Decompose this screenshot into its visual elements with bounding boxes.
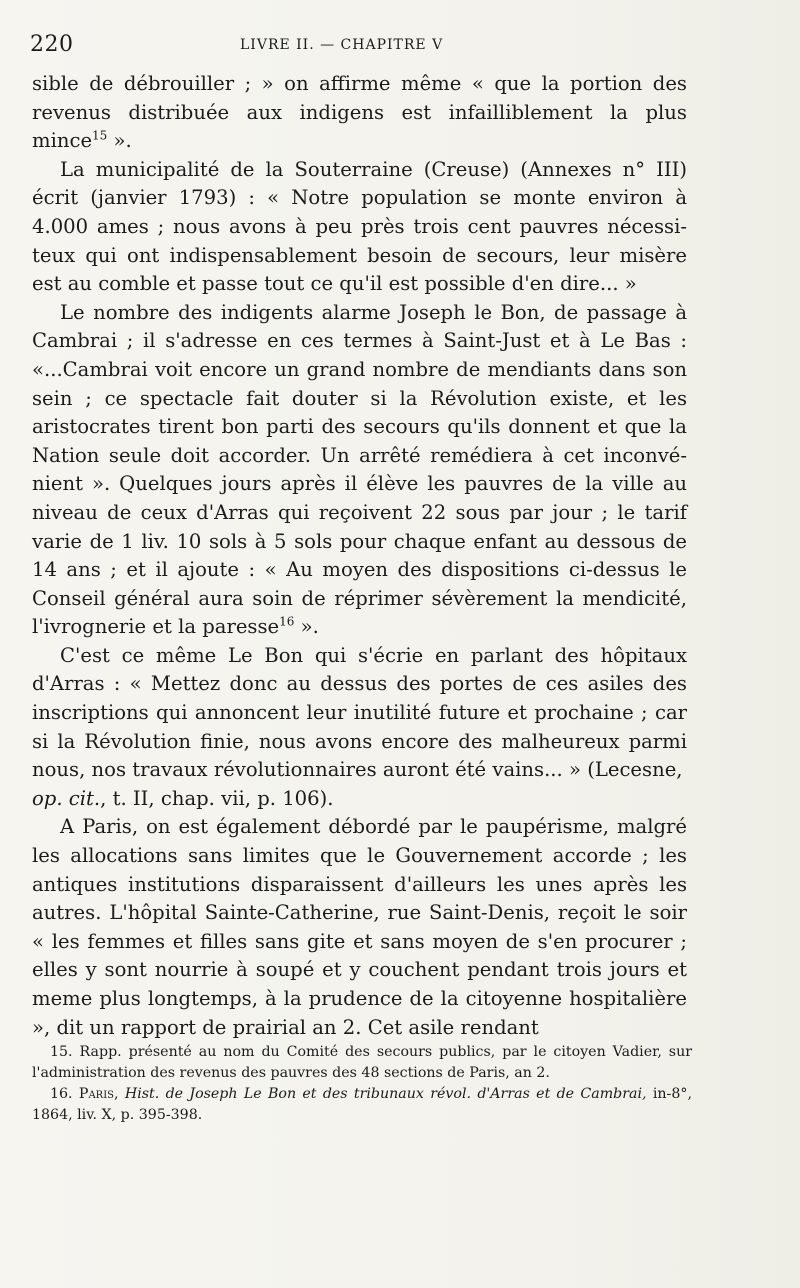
footnote-16: 16. Paris, Hist. de Joseph Le Bon et des tribunaux révol. d'Arras et de Cambrai, in-8°, 1864, liv. X, p. 395-398. [32,1086,692,1123]
paragraph-3: Le nombre des indigents alarme Joseph le Bon, de passage à Cambrai ; il s'adresse en ces termes à Saint-Just et à Le Bas : «...Cambrai voit encore un grand nombre de mendiants dans son sein ; ce spectacle fait douter si la Révolution existe, et les aristocrates tirent bon parti des secours qu'ils donnent et que la Nation seule doit accorder. Un arrêté remédiera à cet inconvénient ». Quelques jours après il élève les pauvres de la ville au niveau de ceux d'Arras qui reçoivent 22 sous par jour ; le tarif varie de 1 liv. 10 sols à 5 sols pour chaque enfant au dessous de 14 ans ; et il ajoute : « Au moyen des dispositions ci-dessus le Conseil général aura soin de réprimer sévèrement la mendicité, l'ivrognerie et la paresse$^{16}$ ». [32,300,687,639]
footnote-15: 15. Rapp. présenté au nom du Comité des secours publics, par le citoyen Vadier, sur l'administration des revenus des pauvres des 48 sections de Paris, an 2. [32,1044,692,1081]
paragraph-1: sible de débrouiller ; » on affirme même « que la portion des revenus distribuée aux indigens est infailliblement la plus mince$^{15}$ ». [32,72,687,153]
paragraph-4: C'est ce même Le Bon qui s'écrie en parlant des hôpitaux d'Arras : « Mettez donc au dessus des portes de ces asiles des inscriptions qui annoncent leur inutilité future et prochaine ; car si la Révolution finie, nous avons encore des malheureux parmi nous, nos travaux révolutionnaires auront été vains... » (Lecesne, op. cit., t. II, chap. vii, p. 106). [32,643,687,810]
paragraph-2: La municipalité de la Souterraine (Creuse) (Annexes n° III) écrit (janvier 1793) : « Notre population se monte environ à 4.000 ames ; nous avons à peu près trois cent pauvres nécessiteux qui ont indispensablement besoin de secours, leur misère est au comble et passe tout ce qu'il est possible d'en dire... » [32,157,687,296]
page-number: 220 [30,32,74,57]
running-title: LIVRE II. — CHAPITRE V [240,37,444,53]
footnote-ref-15: 15 [92,128,108,143]
paragraph-5: A Paris, on est également débordé par le paupérisme, malgré les allocations sans limites que le Gouvernement accorde ; les antiques institutions disparaissent d'ailleurs les unes après les autres. L'hôpital Sainte-Catherine, rue Saint-Denis, reçoit le soir « les femmes et filles sans gite et sans moyen de s'en procurer ; elles y sont nourrie à soupé et y couchent pendant trois jours et meme plus longtemps, à la prudence de la citoyenne hospitalière », dit un rapport de prairial an 2. Cet asile rendant [32,815,687,1039]
running-header [30,30,730,64]
citation-op-cit: op. cit. [32,786,101,810]
footnote-title: Hist. de Joseph Le Bon et des tribunaux révol. d'Arras et de Cambrai, [124,1086,647,1102]
footnote-ref-16: 16 [279,614,295,629]
main-text [32,70,687,1042]
footnotes [32,1042,692,1126]
footnote-author: Paris, [78,1086,119,1102]
